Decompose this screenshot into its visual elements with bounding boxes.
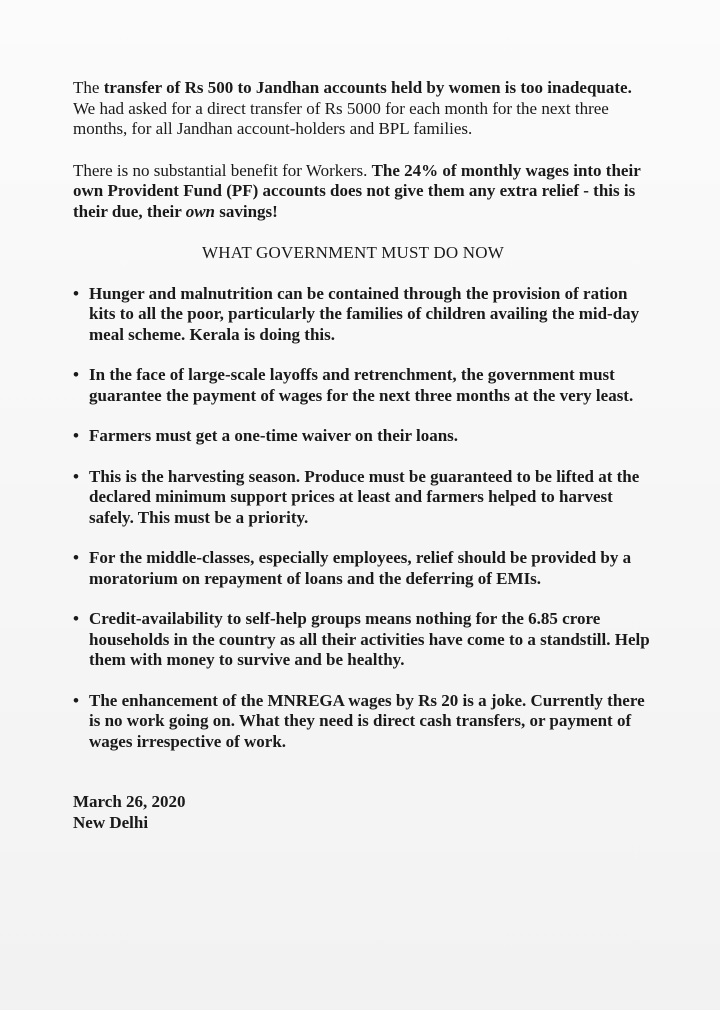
demands-list: [73, 284, 653, 753]
demand-item: [73, 365, 653, 406]
demand-item: [73, 284, 653, 346]
paragraph-jandhan-transfer: [73, 78, 653, 140]
para2-italic-text: own: [185, 201, 215, 221]
demand-text: Farmers must get a one-time waiver on their loans.: [89, 426, 459, 445]
para2-lead-text: There is no substantial benefit for Workers.: [73, 160, 372, 180]
bullet-icon: •: [73, 548, 79, 567]
signoff-block: [73, 792, 653, 833]
para2-bold-text: The 24% of monthly wages into their own Provident Fund (PF) accounts does not give them any extra relief - this is their due, their: [73, 160, 641, 221]
bullet-icon: •: [73, 365, 79, 384]
paragraph-workers-pf: [73, 161, 653, 223]
demand-item: [73, 548, 653, 589]
para1-rest-text: We had asked for a direct transfer of Rs 5000 for each month for the next three months, for all Jandhan account-holders and BPL families.: [73, 98, 609, 138]
demand-text: Hunger and malnutrition can be contained through the provision of ration kits to all the poor, particularly the families of children availing the mid-day meal scheme. Kerala is doing this.: [89, 283, 640, 344]
para1-lead-text: The: [73, 78, 104, 97]
signoff-date: March 26, 2020: [73, 792, 186, 811]
section-heading: WHAT GOVERNMENT MUST DO NOW: [202, 243, 504, 262]
demand-item: [73, 467, 653, 529]
signoff-place: New Delhi: [73, 812, 149, 832]
demand-item: [73, 426, 653, 447]
demand-item: [73, 609, 653, 671]
demand-text: In the face of large-scale layoffs and retrenchment, the government must guarantee the payment of wages for the next three months at the very least.: [89, 365, 634, 405]
bullet-icon: •: [73, 283, 79, 303]
bullet-icon: •: [73, 466, 79, 486]
bullet-icon: •: [73, 609, 79, 628]
bullet-icon: •: [73, 690, 79, 710]
demand-text: The enhancement of the MNREGA wages by Rs 20 is a joke. Currently there is no work going on. What they need is direct cash transfers, or payment of wages irrespective of work.: [89, 690, 645, 751]
demand-text: For the middle-classes, especially employees, relief should be provided by a moratorium on repayment of loans and the deferring of EMIs.: [89, 548, 632, 588]
bullet-icon: •: [73, 426, 79, 445]
demand-text: Credit-availability to self-help groups means nothing for the 6.85 crore households in the country as all their activities have come to a standstill. Help them with money to survive and be healthy.: [89, 609, 650, 669]
document-body: [73, 78, 653, 833]
para1-bold-text: transfer of Rs 500 to Jandhan accounts held by women is too inadequate.: [103, 78, 632, 97]
demand-text: This is the harvesting season. Produce must be guaranteed to be lifted at the declared minimum support prices at least and farmers helped to harvest safely. This must be a priority.: [89, 466, 640, 527]
demand-item: [73, 691, 653, 753]
para2-end-text: savings!: [215, 201, 278, 221]
